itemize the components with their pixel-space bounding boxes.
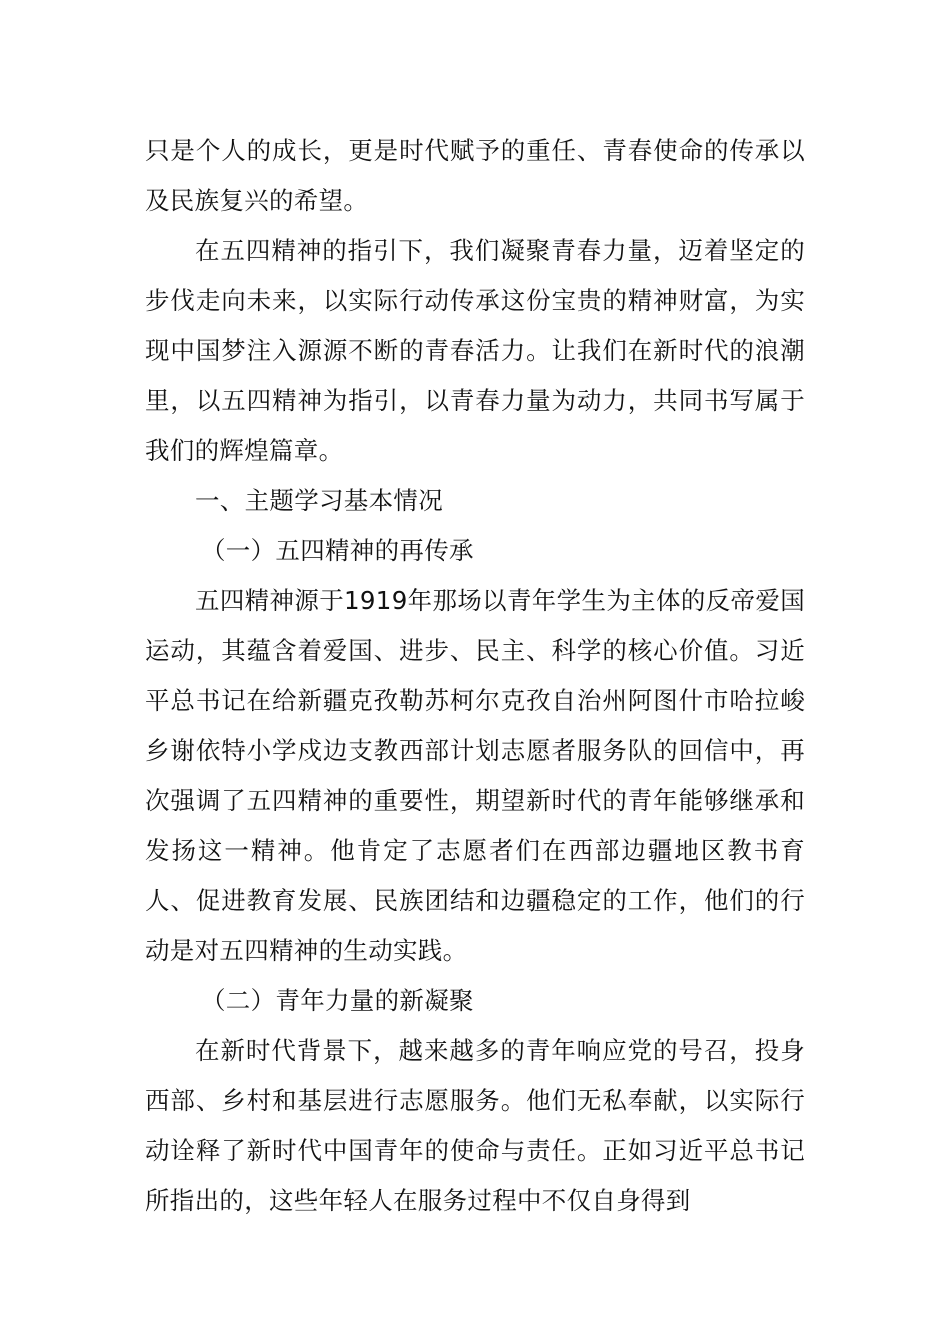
paragraph-wusi-origin: 五四精神源于1919年那场以青年学生为主体的反帝爱国运动，其蕴含着爱国、进步、民主、科学的核心价值。习近平总书记在给新疆克孜勒苏柯尔克孜自治州阿图什市哈拉峻乡谢依特小学戍边支教西部计划志愿者服务队的回信中，再次强调了五四精神的重要性，期望新时代的青年能够继承和发扬这一精神。他肯定了志愿者们在西部边疆地区教书育人、促进教育发展、民族团结和边疆稳定的工作，他们的行动是对五四精神的生动实践。 (145, 586, 805, 965)
paragraph-continuation: 只是个人的成长，更是时代赋予的重任、青春使命的传承以及民族复兴的希望。 (145, 136, 805, 215)
paragraph-wusi-guidance: 在五四精神的指引下，我们凝聚青春力量，迈着坚定的步伐走向未来，以实际行动传承这份宝贵的精神财富，为实现中国梦注入源源不断的青春活力。让我们在新时代的浪潮里，以五四精神为指引，以青春力量为动力，共同书写属于我们的辉煌篇章。 (145, 236, 805, 465)
subsection-heading-1: （一）五四精神的再传承 (201, 536, 474, 565)
paragraph-youth-volunteers: 在新时代背景下，越来越多的青年响应党的号召，投身西部、乡村和基层进行志愿服务。他们无私奉献，以实际行动诠释了新时代中国青年的使命与责任。正如习近平总书记所指出的，这些年轻人在服务过程中不仅自身得到 (145, 1036, 805, 1215)
document-body (145, 126, 805, 1226)
subsection-heading-2: （二）青年力量的新凝聚 (201, 986, 474, 1015)
section-heading: 一、主题学习基本情况 (195, 486, 443, 515)
